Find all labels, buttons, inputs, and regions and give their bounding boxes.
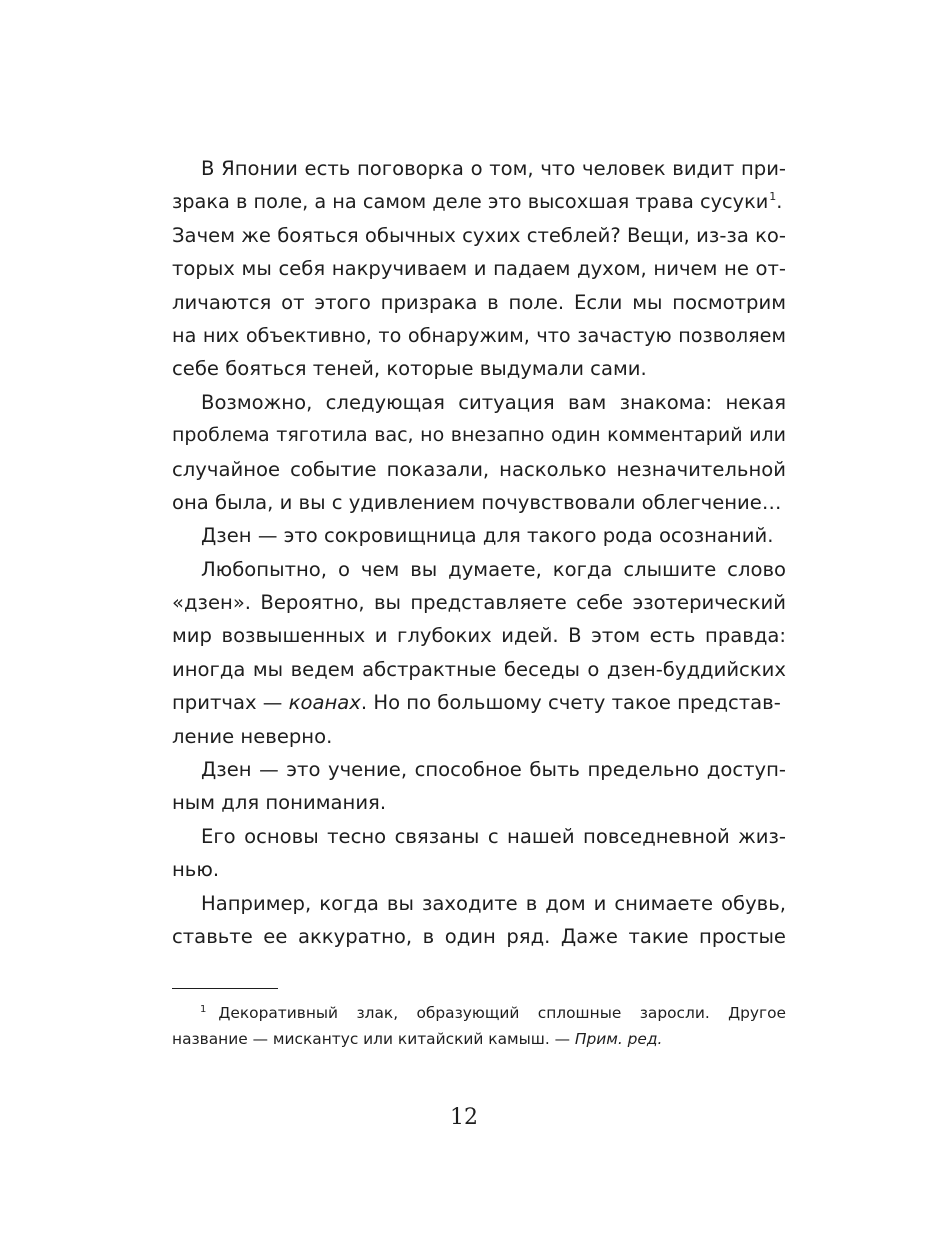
footnote-line	[172, 1000, 786, 1026]
italic-term: коанах	[288, 691, 361, 715]
text-line: ление неверно.	[172, 724, 333, 748]
text-line: Например, когда вы заходите в дом и снимаете обувь,	[201, 891, 786, 915]
text-line: Возможно, следующая ситуация вам знакома: некая	[201, 390, 786, 414]
text-line: личаются от этого призрака в поле. Если мы посмотрим	[172, 290, 786, 314]
text-line: Дзен — это учение, способное быть предельно доступ-	[201, 758, 786, 782]
text-line: Дзен — это сокровищница для такого рода осознаний.	[201, 524, 774, 548]
page-number: 12	[450, 1105, 478, 1130]
text-line	[172, 185, 786, 218]
footnote-text: название — мискантус или китайский камыш. —	[172, 1030, 575, 1048]
text-line: иногда мы ведем абстрактные беседы о дзен-буддийских	[172, 657, 786, 681]
text-line: Любопытно, о чем вы думаете, когда слышите слово	[201, 557, 786, 581]
footnote	[172, 1000, 786, 1052]
text-line: ным для понимания.	[172, 791, 387, 815]
footnote-number: 1	[200, 1004, 207, 1015]
text-line-end: . Но по большому счету такое представ-	[360, 691, 781, 715]
text-line	[172, 686, 786, 719]
text-line: Зачем же бояться обычных сухих стеблей? Вещи, из-за ко-	[172, 223, 786, 247]
text-line: мир возвышенных и глубоких идей. В этом есть правда:	[172, 624, 786, 648]
text-line: она была, и вы с удивлением почувствовали облегчение…	[172, 490, 782, 514]
footnote-text: Декоративный злак, образующий сплошные заросли. Другое	[218, 1004, 786, 1022]
text-line: нью.	[172, 858, 220, 882]
footnote-ref: 1	[769, 190, 777, 204]
text-line: случайное событие показали, насколько незначительной	[172, 457, 786, 481]
text-line: ставьте ее аккуратно, в один ряд. Даже такие простые	[172, 924, 786, 948]
footnote-line	[172, 1026, 786, 1052]
text-line: себе бояться теней, которые выдумали сами.	[172, 357, 647, 381]
footnote-divider	[172, 988, 278, 989]
main-text	[172, 152, 786, 953]
text-line-end: .	[776, 190, 783, 214]
text-line: «дзен». Вероятно, вы представляете себе эзотерический	[172, 591, 786, 615]
text-line: В Японии есть поговорка о том, что человек видит при-	[201, 157, 786, 180]
text-line: на них объективно, то обнаружим, что зачастую позволяем	[172, 323, 786, 347]
footnote-italic: Прим. ред.	[574, 1030, 663, 1048]
text-line-content: зрака в поле, а на самом деле это высохшая трава сусуки	[172, 190, 769, 214]
text-line: Его основы тесно связаны с нашей повседневной жиз-	[201, 824, 786, 848]
text-line-start: притчах —	[172, 691, 289, 715]
text-line: торых мы себя накручиваем и падаем духом, ничем не от-	[172, 257, 786, 281]
text-line: проблема тяготила вас, но внезапно один комментарий или	[172, 424, 786, 447]
